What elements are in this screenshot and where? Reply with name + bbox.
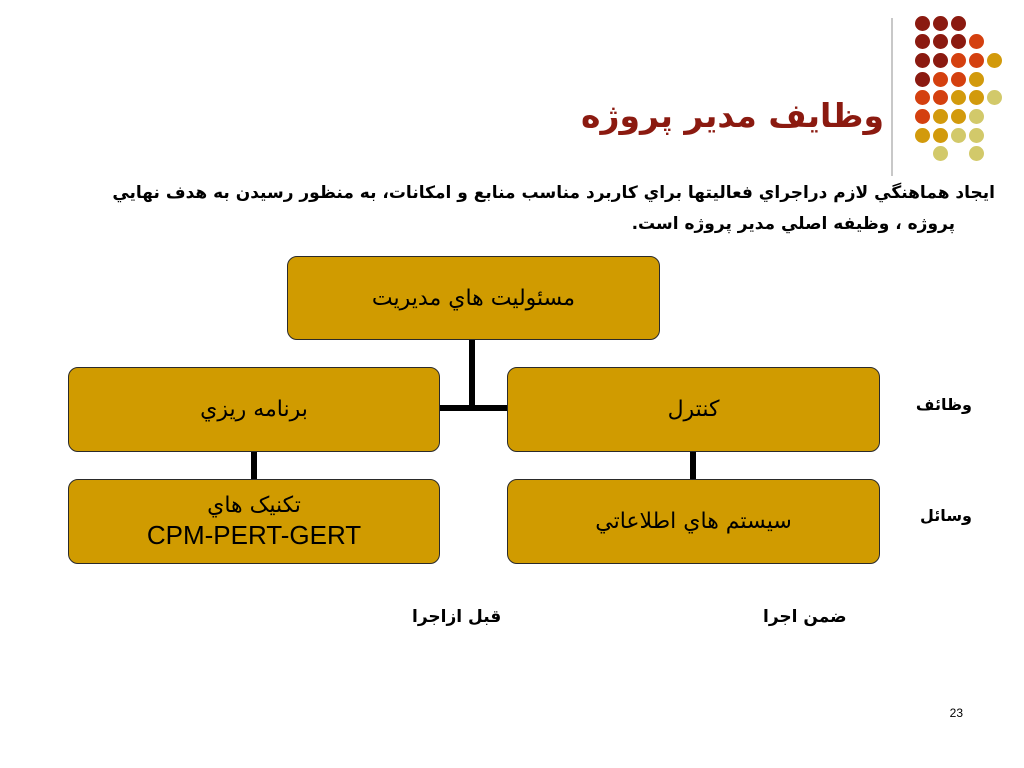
box-label: كنترل bbox=[667, 397, 720, 422]
dot bbox=[933, 34, 948, 49]
slide-title: وظايف مدير پروژه bbox=[581, 96, 884, 135]
dot bbox=[951, 53, 966, 68]
dot bbox=[969, 53, 984, 68]
dot bbox=[933, 90, 948, 105]
dot bbox=[969, 34, 984, 49]
box-label-latin: CPM-PERT-GERT bbox=[146, 519, 362, 550]
dot bbox=[933, 109, 948, 124]
dot bbox=[951, 109, 966, 124]
connector-horizontal bbox=[439, 405, 508, 411]
dot bbox=[915, 90, 930, 105]
connector-root-down bbox=[469, 339, 475, 409]
dot bbox=[969, 109, 984, 124]
box-label: برنامه ريزي bbox=[200, 397, 308, 422]
dot bbox=[933, 16, 948, 31]
box-label: تكنيک هاي bbox=[207, 492, 301, 518]
dot bbox=[933, 128, 948, 143]
intro-line-1: ايجاد هماهنگي لازم دراجراي فعاليتها براي كاربرد مناسب منابع و امكانات، به منظور رسيدن به هدف نهايي bbox=[112, 183, 995, 203]
dot bbox=[915, 72, 930, 87]
dot bbox=[933, 72, 948, 87]
connector-left-down bbox=[251, 451, 257, 480]
dot bbox=[951, 16, 966, 31]
dot bbox=[969, 90, 984, 105]
label-during-execution: ضمن اجرا bbox=[763, 607, 847, 627]
box-label: سيستم هاي اطلاعاتي bbox=[595, 509, 792, 534]
dot bbox=[951, 72, 966, 87]
intro-paragraph bbox=[80, 178, 995, 240]
box-management-responsibilities bbox=[287, 256, 660, 340]
connector-right-down bbox=[690, 451, 696, 480]
dot bbox=[915, 53, 930, 68]
dot bbox=[969, 146, 984, 161]
dot bbox=[969, 72, 984, 87]
dot bbox=[933, 146, 948, 161]
divider-line bbox=[891, 18, 893, 176]
dot bbox=[915, 128, 930, 143]
page-number: 23 bbox=[949, 706, 963, 720]
dot bbox=[915, 16, 930, 31]
box-techniques bbox=[68, 479, 440, 564]
box-information-systems bbox=[507, 479, 880, 564]
intro-line-2: پروژه ، وظيفه اصلي مدير پروژه است. bbox=[631, 214, 955, 234]
dot bbox=[951, 128, 966, 143]
dot bbox=[987, 90, 1002, 105]
dot bbox=[987, 53, 1002, 68]
box-control bbox=[507, 367, 880, 452]
label-before-execution: قبل ازاجرا bbox=[412, 607, 502, 627]
dot bbox=[915, 34, 930, 49]
dot bbox=[951, 34, 966, 49]
dot bbox=[915, 109, 930, 124]
box-planning bbox=[68, 367, 440, 452]
row-label-functions: وظائف bbox=[915, 395, 972, 414]
dot bbox=[951, 90, 966, 105]
box-label: مسئوليت هاي مديريت bbox=[371, 285, 576, 311]
dot bbox=[969, 128, 984, 143]
row-label-tools: وسائل bbox=[920, 506, 972, 525]
dot bbox=[933, 53, 948, 68]
